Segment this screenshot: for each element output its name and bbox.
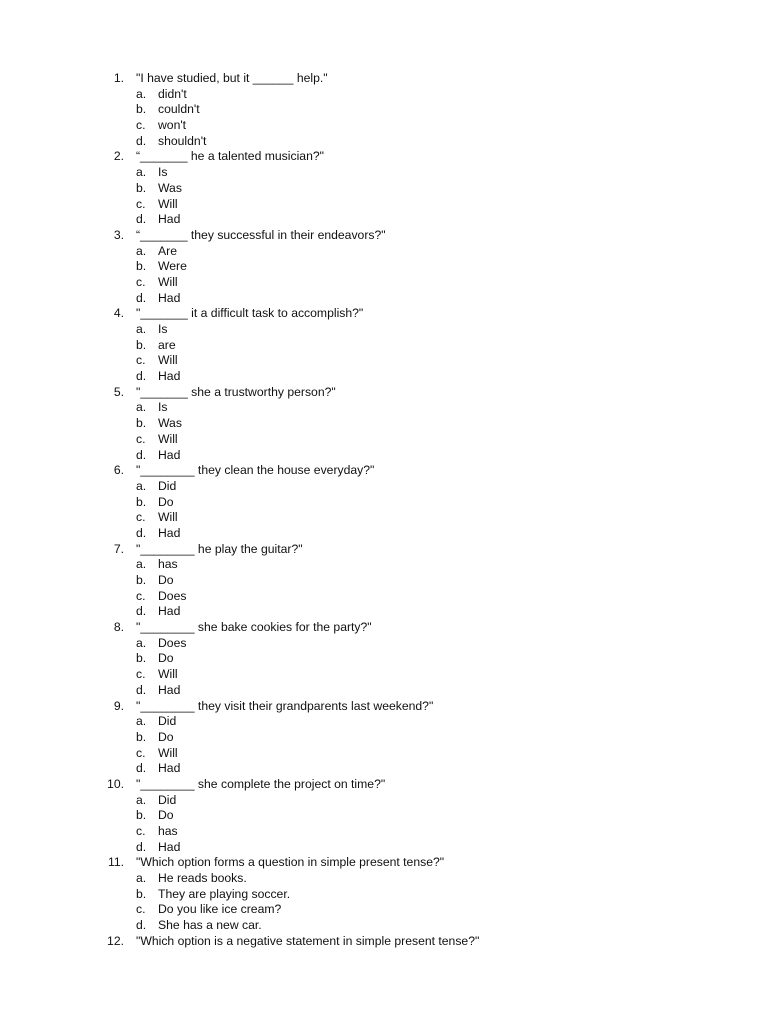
question-6-option-4 <box>0 526 768 542</box>
option-text: She has a new car. <box>158 918 262 933</box>
question-text: "________ she complete the project on time?" <box>136 776 386 791</box>
question-number: 8. <box>113 620 124 635</box>
option-text: Does <box>158 588 187 603</box>
option-letter: b. <box>136 337 147 352</box>
option-text: Had <box>158 682 181 697</box>
option-letter: b. <box>136 651 147 666</box>
option-text: Do <box>158 651 174 666</box>
question-1-option-2 <box>0 102 768 118</box>
option-letter: b. <box>136 259 147 274</box>
question-11-option-3 <box>0 902 768 918</box>
question-1-option-4 <box>0 134 768 150</box>
option-text: Had <box>158 212 181 227</box>
question-3-option-4 <box>0 291 768 307</box>
question-11-option-1 <box>0 871 768 887</box>
option-text: won't <box>158 118 187 133</box>
question-11-option-4 <box>0 918 768 934</box>
question-5-option-2 <box>0 416 768 432</box>
question-9-option-4 <box>0 761 768 777</box>
question-1-option-3 <box>0 118 768 134</box>
question-8-option-4 <box>0 683 768 699</box>
option-letter: d. <box>136 447 147 462</box>
question-2-option-4 <box>0 212 768 228</box>
option-letter: c. <box>136 274 146 289</box>
question-3-option-3 <box>0 275 768 291</box>
option-text: didn't <box>158 86 187 101</box>
question-text: "Which option forms a question in simple present tense?" <box>136 855 445 870</box>
option-letter: c. <box>136 118 146 133</box>
question-number: 9. <box>113 698 124 713</box>
option-letter: a. <box>136 871 147 886</box>
question-text: "________ he play the guitar?" <box>136 541 303 556</box>
question-5 <box>0 385 768 401</box>
question-number: 7. <box>113 541 124 556</box>
question-4-option-2 <box>0 338 768 354</box>
question-number: 3. <box>113 227 124 242</box>
question-3-option-1 <box>0 244 768 260</box>
question-3 <box>0 228 768 244</box>
question-8-option-3 <box>0 667 768 683</box>
question-10 <box>0 777 768 793</box>
question-5-option-4 <box>0 448 768 464</box>
option-letter: d. <box>136 918 147 933</box>
question-number: 5. <box>113 384 124 399</box>
option-text: Had <box>158 525 181 540</box>
question-9-option-3 <box>0 746 768 762</box>
option-text: has <box>158 557 178 572</box>
question-1-option-1 <box>0 87 768 103</box>
option-text: He reads books. <box>158 871 247 886</box>
option-letter: a. <box>136 86 147 101</box>
question-number: 10. <box>107 776 124 791</box>
option-letter: c. <box>136 510 146 525</box>
option-letter: a. <box>136 400 147 415</box>
option-letter: a. <box>136 165 147 180</box>
option-letter: a. <box>136 792 147 807</box>
question-11-option-2 <box>0 887 768 903</box>
question-text: "_______ she a trustworthy person?" <box>136 384 336 399</box>
option-letter: d. <box>136 761 147 776</box>
option-letter: c. <box>136 667 146 682</box>
option-letter: d. <box>136 525 147 540</box>
option-letter: b. <box>136 573 147 587</box>
option-letter: a. <box>136 243 147 258</box>
question-3-option-2 <box>0 259 768 275</box>
option-letter: c. <box>136 353 146 368</box>
option-letter: c. <box>136 431 146 446</box>
option-letter: d. <box>136 290 147 305</box>
option-text: Is <box>158 322 168 336</box>
option-letter: c. <box>136 745 146 760</box>
question-5-option-1 <box>0 400 768 416</box>
option-text: Will <box>158 353 178 368</box>
question-2-option-1 <box>0 165 768 181</box>
option-text: Will <box>158 431 178 446</box>
question-4-option-3 <box>0 353 768 369</box>
question-6 <box>0 463 768 479</box>
option-text: Will <box>158 667 178 682</box>
option-text: Do you like ice cream? <box>158 902 282 917</box>
option-text: are <box>158 337 176 352</box>
question-4-option-1 <box>0 322 768 338</box>
question-2-option-2 <box>0 181 768 197</box>
question-text: “_______ he a talented musician?" <box>136 149 324 164</box>
option-text: Do <box>158 573 174 587</box>
question-2 <box>0 149 768 165</box>
question-9-option-1 <box>0 714 768 730</box>
question-number: 11. <box>107 855 124 870</box>
question-9 <box>0 699 768 715</box>
option-text: Had <box>158 839 181 854</box>
option-text: Had <box>158 369 181 384</box>
option-letter: d. <box>136 212 147 227</box>
option-text: Is <box>158 400 168 415</box>
question-number: 1. <box>113 71 124 85</box>
option-text: Had <box>158 604 181 619</box>
question-8-option-1 <box>0 636 768 652</box>
question-text: “_______ they successful in their endeavors?" <box>136 227 386 242</box>
option-letter: b. <box>136 729 147 744</box>
question-5-option-3 <box>0 432 768 448</box>
option-letter: b. <box>136 416 147 431</box>
option-letter: c. <box>136 902 146 917</box>
option-letter: a. <box>136 478 147 493</box>
option-text: Do <box>158 494 174 509</box>
question-10-option-4 <box>0 840 768 856</box>
question-4-option-4 <box>0 369 768 385</box>
question-12 <box>0 934 768 950</box>
question-7-option-4 <box>0 604 768 620</box>
option-letter: c. <box>136 588 146 603</box>
question-7-option-2 <box>0 573 768 589</box>
question-text: "________ they visit their grandparents last weekend?" <box>136 698 434 713</box>
question-4 <box>0 306 768 322</box>
option-text: Did <box>158 792 177 807</box>
question-number: 4. <box>113 306 124 321</box>
option-text: shouldn't <box>158 133 207 148</box>
option-text: Had <box>158 447 181 462</box>
question-number: 6. <box>113 463 124 478</box>
option-letter: d. <box>136 604 147 619</box>
question-10-option-1 <box>0 793 768 809</box>
question-number: 2. <box>113 149 124 164</box>
option-text: Is <box>158 165 168 180</box>
question-7-option-3 <box>0 589 768 605</box>
option-letter: b. <box>136 494 147 509</box>
option-letter: a. <box>136 714 147 729</box>
option-text: Did <box>158 714 177 729</box>
option-letter: b. <box>136 808 147 823</box>
question-6-option-3 <box>0 510 768 526</box>
option-text: Are <box>158 243 177 258</box>
question-text: "________ she bake cookies for the party?" <box>136 620 372 635</box>
option-letter: d. <box>136 839 147 854</box>
option-text: couldn't <box>158 102 200 117</box>
question-number: 12. <box>107 933 124 948</box>
option-letter: c. <box>136 196 146 211</box>
question-10-option-2 <box>0 808 768 824</box>
question-1 <box>0 71 768 87</box>
option-text: They are playing soccer. <box>158 886 291 901</box>
question-text: "Which option is a negative statement in simple present tense?" <box>136 933 480 948</box>
option-text: Do <box>158 808 174 823</box>
question-2-option-3 <box>0 197 768 213</box>
option-letter: b. <box>136 102 147 117</box>
option-text: Was <box>158 416 182 431</box>
question-7-option-1 <box>0 557 768 573</box>
question-8 <box>0 620 768 636</box>
option-text: Were <box>158 259 187 274</box>
option-letter: b. <box>136 886 147 901</box>
option-letter: a. <box>136 635 147 650</box>
option-letter: a. <box>136 322 147 336</box>
option-text: has <box>158 824 178 838</box>
option-letter: c. <box>136 824 146 838</box>
option-text: Will <box>158 745 178 760</box>
question-list <box>0 71 768 950</box>
option-text: Had <box>158 290 181 305</box>
question-6-option-2 <box>0 495 768 511</box>
question-8-option-2 <box>0 651 768 667</box>
question-11 <box>0 855 768 871</box>
option-letter: a. <box>136 557 147 572</box>
option-text: Does <box>158 635 187 650</box>
option-letter: b. <box>136 180 147 195</box>
option-text: Do <box>158 729 174 744</box>
question-10-option-3 <box>0 824 768 840</box>
question-6-option-1 <box>0 479 768 495</box>
question-text: "I have studied, but it ______ help." <box>136 71 328 85</box>
option-text: Will <box>158 510 178 525</box>
option-text: Will <box>158 274 178 289</box>
question-text: "_______ it a difficult task to accomplish?" <box>136 306 364 321</box>
question-7 <box>0 542 768 558</box>
option-letter: d. <box>136 133 147 148</box>
option-text: Had <box>158 761 181 776</box>
option-text: Will <box>158 196 178 211</box>
question-text: "________ they clean the house everyday?" <box>136 463 375 478</box>
option-letter: d. <box>136 369 147 384</box>
question-9-option-2 <box>0 730 768 746</box>
option-text: Did <box>158 478 177 493</box>
option-letter: d. <box>136 682 147 697</box>
option-text: Was <box>158 180 182 195</box>
